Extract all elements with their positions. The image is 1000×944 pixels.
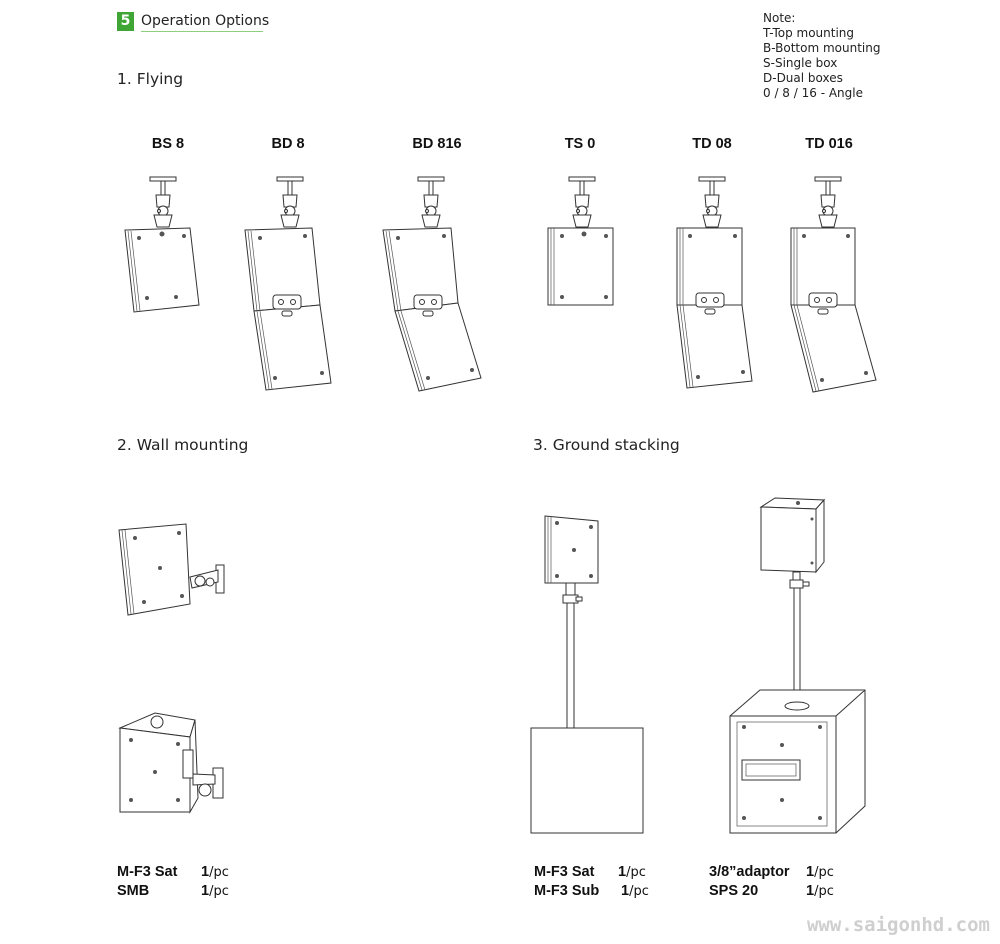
- note-line: T-Top mounting: [763, 26, 855, 40]
- item-unit: /pc: [626, 865, 646, 880]
- note-line: D-Dual boxes: [763, 71, 843, 85]
- ts0-illustration: [548, 177, 613, 305]
- bd816-illustration: [383, 177, 481, 391]
- wall-mount-3d-illustration: [120, 713, 223, 812]
- wall-item-row: [117, 883, 229, 899]
- td08-illustration: [677, 177, 752, 388]
- model-label-bs8: BS 8: [151, 136, 185, 152]
- section-ground-heading: 3. Ground stacking: [533, 436, 680, 454]
- section-flying-heading: 1. Flying: [117, 70, 184, 88]
- item-qty: 1: [201, 864, 210, 880]
- ground-stack-sat-sub-illustration: [531, 516, 643, 833]
- item-name: 3/8”adaptor: [709, 864, 790, 880]
- ground-item-row: [534, 864, 646, 880]
- item-unit: /pc: [209, 865, 229, 880]
- item-unit: /pc: [629, 884, 649, 899]
- td016-illustration: [791, 177, 876, 392]
- model-label-bd8: BD 8: [271, 136, 305, 152]
- page-title: Operation Options: [141, 13, 270, 29]
- model-label-bd816: BD 816: [412, 136, 462, 152]
- model-label-ts0: TS 0: [564, 136, 596, 152]
- item-qty: 1: [806, 883, 815, 899]
- note-line: S-Single box: [763, 56, 838, 70]
- item-name: M-F3 Sat: [534, 864, 595, 880]
- wall-item-row: [117, 864, 229, 880]
- item-unit: /pc: [209, 884, 229, 899]
- item-unit: /pc: [814, 884, 834, 899]
- bs8-illustration: [125, 177, 199, 312]
- wall-mount-side-illustration: [119, 524, 224, 615]
- item-qty: 1: [618, 864, 627, 880]
- item-qty: 1: [621, 883, 630, 899]
- item-unit: /pc: [814, 865, 834, 880]
- model-label-td016: TD 016: [805, 136, 853, 152]
- watermark: www.saigonhd.com: [806, 914, 990, 936]
- section-number-badge: 5: [117, 12, 134, 31]
- model-label-td08: TD 08: [692, 136, 732, 152]
- ground-item-row: [709, 883, 834, 899]
- item-qty: 1: [201, 883, 210, 899]
- ground-item-row: [709, 864, 834, 880]
- item-name: SMB: [117, 883, 150, 899]
- item-name: M-F3 Sat: [117, 864, 178, 880]
- note-line: 0 / 8 / 16 - Angle: [763, 86, 863, 100]
- ground-item-row: [534, 883, 649, 899]
- ground-stack-sps20-illustration: [730, 498, 865, 833]
- item-qty: 1: [806, 864, 815, 880]
- item-name: M-F3 Sub: [534, 883, 600, 899]
- bd8-illustration: [245, 177, 331, 390]
- note-line: B-Bottom mounting: [763, 41, 881, 55]
- item-name: SPS 20: [709, 883, 759, 899]
- note-line: Note:: [763, 11, 796, 25]
- section-wall-heading: 2. Wall mounting: [117, 436, 249, 454]
